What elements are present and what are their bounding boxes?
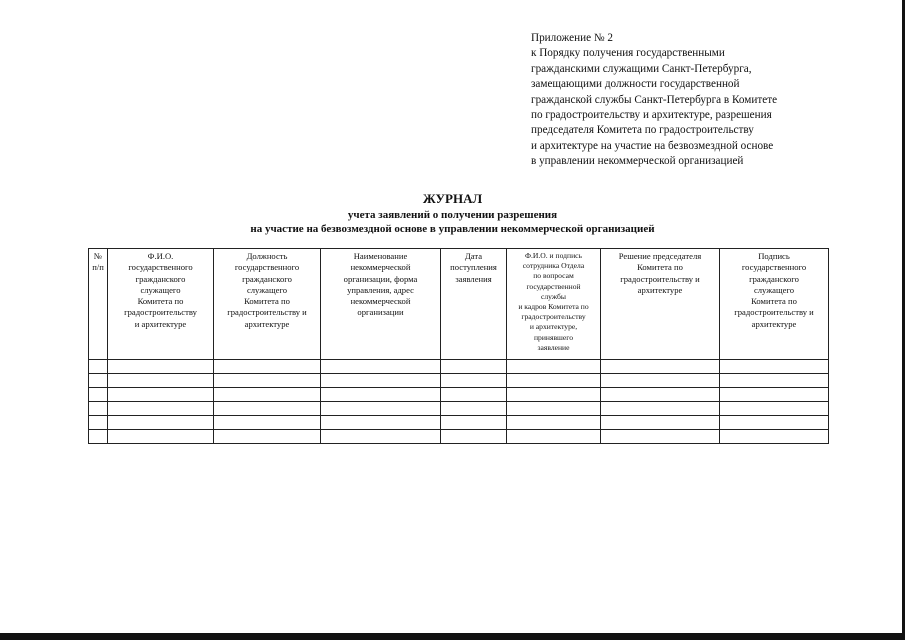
appendix-line: гражданскими служащими Санкт-Петербурга, (531, 62, 752, 75)
header-text-line: заявления (455, 273, 492, 284)
table-cell (441, 416, 507, 430)
header-text-line: государственного (128, 262, 193, 273)
header-text-line: Решение председателя (618, 251, 702, 261)
table-cell (507, 360, 601, 374)
header-text-line: Комитета по (137, 296, 184, 307)
table-cell (507, 374, 601, 388)
header-text-line: Подпись (758, 251, 790, 261)
header-text-line: Ф.И.О. и подпись (525, 251, 582, 260)
table-cell (507, 388, 601, 402)
header-full-name (108, 249, 214, 360)
journal-subtitle-2: на участие на безвозмездной основе в управлении некоммерческой организацией (250, 223, 655, 235)
table-row (89, 374, 829, 388)
header-text-line: Комитета по (751, 296, 797, 307)
appendix-note (531, 31, 831, 170)
table-cell (441, 388, 507, 402)
table-cell (108, 430, 214, 444)
header-text-line: Должность (246, 251, 288, 261)
header-text-line: гражданского (749, 273, 799, 284)
appendix-line: замещающими должности государственной (531, 78, 740, 91)
header-text-line: некоммерческой (350, 296, 411, 307)
table-cell (720, 388, 829, 402)
table-cell (214, 402, 321, 416)
header-text-line: служащего (753, 284, 795, 295)
table-row (89, 402, 829, 416)
header-text-line: по вопросам (533, 271, 574, 281)
table-cell (214, 416, 321, 430)
header-text-line: градостроительству (124, 307, 197, 318)
header-chair-decision (601, 249, 720, 360)
header-text-line: гражданского (242, 273, 292, 284)
header-text-line: организации (357, 307, 404, 318)
header-text-line: градостроительству и (620, 273, 700, 284)
header-text-line: архитектуре (751, 318, 797, 329)
table-cell (214, 388, 321, 402)
table-cell (601, 416, 720, 430)
table-cell (507, 416, 601, 430)
header-text-line: заявление (537, 342, 570, 352)
table-cell (108, 360, 214, 374)
table-cell (321, 430, 441, 444)
header-text-line: и архитектуре (134, 318, 187, 329)
table-cell (214, 374, 321, 388)
header-text-line: архитектуре (244, 318, 290, 329)
table-cell (601, 430, 720, 444)
table-cell (89, 360, 108, 374)
header-text-line: поступления (450, 262, 497, 273)
table-row (89, 430, 829, 444)
table-cell (108, 402, 214, 416)
table-cell (441, 430, 507, 444)
header-text-line: градостроительству и (734, 307, 814, 318)
header-position (214, 249, 321, 360)
header-staff-signature (507, 249, 601, 360)
header-text-line: Ф.И.О. (147, 251, 174, 261)
header-text-line: некоммерческой (350, 262, 411, 273)
header-text-line: и кадров Комитета по (518, 302, 589, 312)
header-text-line: принявшего (533, 332, 573, 342)
table-cell (214, 430, 321, 444)
table-cell (720, 374, 829, 388)
table-cell (507, 430, 601, 444)
table-cell (441, 402, 507, 416)
appendix-line: Приложение № 2 (531, 32, 613, 44)
header-text-line: архитектуре (637, 284, 683, 295)
journal-title: ЖУРНАЛ (422, 191, 483, 206)
table-row (89, 416, 829, 430)
table-cell (321, 402, 441, 416)
header-text-line: градостроительству (521, 312, 586, 322)
header-text-line: управления, адрес (347, 284, 414, 295)
header-text-line: Наименование (353, 251, 408, 261)
table-cell (601, 388, 720, 402)
table-cell (601, 402, 720, 416)
table-cell (720, 402, 829, 416)
table-cell (720, 360, 829, 374)
header-text-line: государственного (741, 262, 807, 273)
header-employee-signature (720, 249, 829, 360)
appendix-line: председателя Комитета по градостроительству (531, 124, 754, 137)
journal-table (88, 248, 829, 444)
header-organization (321, 249, 441, 360)
table-cell (214, 360, 321, 374)
header-text-line: сотрудника Отдела (522, 261, 585, 271)
header-text-line: государственного (234, 262, 300, 273)
appendix-line: в управлении некоммерческой организацией (531, 155, 744, 168)
journal-subtitle: учета заявлений о получении разрешения (347, 209, 558, 221)
table-header-row (89, 249, 829, 360)
table-cell (108, 388, 214, 402)
table-cell (321, 374, 441, 388)
table-cell (89, 388, 108, 402)
table-row (89, 360, 829, 374)
header-text-line: служащего (140, 284, 181, 295)
header-text-line: Дата (464, 251, 483, 261)
table-cell (108, 416, 214, 430)
appendix-line: к Порядку получения государственными (531, 47, 725, 60)
header-number (89, 249, 108, 360)
scan-border-bottom (0, 633, 905, 640)
header-date (441, 249, 507, 360)
table-cell (89, 416, 108, 430)
table-cell (89, 402, 108, 416)
table-cell (108, 374, 214, 388)
table-cell (321, 416, 441, 430)
header-text-line: службы (541, 291, 566, 301)
table-cell (507, 402, 601, 416)
table-cell (601, 360, 720, 374)
table-cell (720, 416, 829, 430)
table-cell (321, 388, 441, 402)
table-row (89, 388, 829, 402)
header-text-line: служащего (246, 284, 288, 295)
table-cell (441, 360, 507, 374)
header-text-line: п/п (92, 262, 104, 273)
header-text-line: организации, форма (343, 273, 418, 284)
header-text-line: Комитета по (244, 296, 290, 307)
header-text-line: градостроительству и (227, 307, 307, 318)
table-cell (601, 374, 720, 388)
appendix-line: гражданской службы Санкт-Петербурга в Комитете (531, 93, 778, 106)
table-cell (720, 430, 829, 444)
header-text-line: № (93, 251, 103, 261)
appendix-line: и архитектуре на участие на безвозмездной основе (531, 139, 774, 152)
table-cell (89, 374, 108, 388)
table-cell (321, 360, 441, 374)
header-text-line: государственной (526, 281, 581, 291)
table-cell (89, 430, 108, 444)
header-text-line: гражданского (135, 273, 186, 284)
header-text-line: и архитектуре, (529, 322, 578, 332)
appendix-line: по градостроительству и архитектуре, разрешения (531, 109, 772, 122)
header-text-line: Комитета по (637, 262, 683, 273)
table-body (89, 360, 829, 444)
table-cell (441, 374, 507, 388)
